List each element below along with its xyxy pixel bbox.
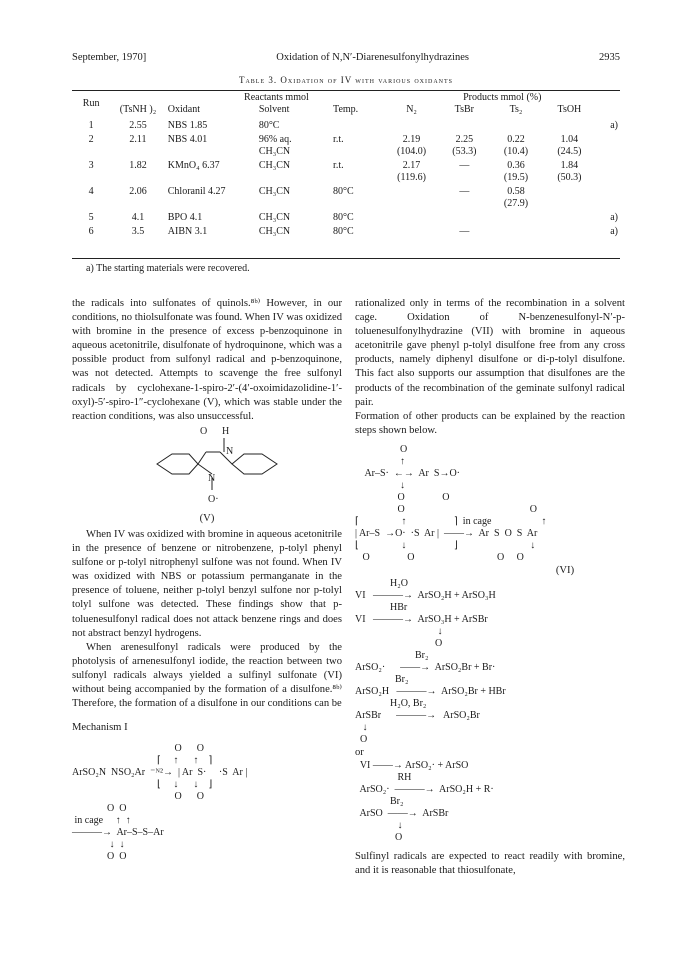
cell-tsbr: — [459, 160, 470, 171]
cell-solvent: CH₃CN [258, 212, 291, 223]
cell-oxidant: BPO 4.1 [167, 212, 203, 223]
cell-n2 [385, 184, 439, 210]
cell-tsnh: 3.5 [131, 226, 145, 237]
left-paragraph-1: the radicals into sulfonates of quinols.⁸ᵇ⁾ However, in our conditions, no thiolsulfonate was found. When IV was oxidized with bromine in the presence of excess p-benzoquinone in aqueous acetonitrile, disulfonate of hydroquinone, which was a possible product from sulfonyl radical and p-benzoquinone, was not detected. Attempts to scavenge the free sulfonyl radicals by cyclohexane-1-spiro-2′-(4′-oxoimidazolidine-1′-oxyl)-5′-spiro-1″-cyclohexane (V), which was stable under the reaction conditions, was also unsuccessful. [72, 298, 342, 422]
cell-tsbr: — [459, 226, 470, 237]
cell-oxidant: Chloranil 4.27 [167, 186, 226, 197]
cell-note: a) [610, 226, 618, 237]
cell-oxidant: AIBN 3.1 [167, 226, 208, 237]
cell-tsbr [439, 210, 491, 224]
table-bottom-rule [72, 258, 620, 259]
svg-text:H: H [222, 425, 230, 437]
cell-solvent: CH₃CN [258, 160, 291, 171]
table-row [72, 224, 620, 238]
table-top-rule [72, 90, 620, 91]
col-tsnh: (TsNH )₂ [119, 104, 157, 115]
cell-n2 [385, 210, 439, 224]
left-column [72, 297, 342, 863]
mechanism-i-scheme: O O ⌈ ↑ ↑ ⌉ ArSO₂N NSO₂Ar ⁻ᴺ²→ | Ar S· ·S Ar | ⌊ ↓ ↓ ⌋ O O O O in cage ↑ ↑ ———→ Ar–S–S–Ar ↓ ↓ O O [72, 743, 248, 863]
cell-ts2 [490, 224, 542, 238]
cell-run: 6 [88, 226, 94, 237]
cell-solvent: 80°C [258, 120, 280, 131]
table-caption: Table 3. Oxidation of IV with various oxidants [238, 75, 454, 85]
or-label: or [355, 747, 364, 759]
cell-note [597, 158, 620, 184]
cell-tsoh [542, 184, 597, 210]
col-tsbr: TsBr [454, 104, 474, 115]
cell-run: 2 [88, 134, 94, 145]
table-row [72, 116, 620, 132]
spiro-nitroxide-structure [72, 424, 342, 512]
cell-oxidant: NBS 4.01 [167, 134, 208, 145]
cell-temp: r.t. [333, 134, 344, 145]
col-solvent: Solvent [258, 104, 290, 115]
mechanism-title: Mechanism I [72, 722, 128, 734]
cell-tsnh: 1.82 [129, 160, 147, 171]
page-number: 2935 [599, 52, 620, 63]
header-title: Oxidation of N,N′-Diarenesulfonylhydrazines [276, 52, 469, 63]
cell-tsnh: 2.55 [129, 120, 147, 131]
svg-text:N: N [226, 445, 234, 457]
cell-n2: 2.19 (104.0) [396, 134, 427, 157]
table-row [72, 184, 620, 210]
structure-v [72, 424, 342, 512]
cell-solvent: CH₃CN [258, 186, 291, 197]
cell-tsbr: — [459, 186, 470, 197]
left-paragraph-2: When IV was oxidized with bromine in aqueous acetonitrile in the presence of benzene or nitrobenzene, p-tolyl phenyl sulfone or p-tolyl nitrophenyl sulfone was not found. When IV was oxidized with NBS or potassium permanganate in the presence of toluene, neither p-tolyl benzyl sulfone nor p-tolyl tolyl sulfone was detected. These findings show that p-toluenesulfonyl radical does not attack benzene rings and does not abstract benzyl hydrogens. [72, 528, 342, 639]
col-run: Run [82, 98, 100, 109]
cell-n2 [385, 116, 439, 132]
cell-temp: r.t. [333, 160, 344, 171]
cell-run: 4 [88, 186, 94, 197]
cell-ts2 [490, 210, 542, 224]
cell-oxidant: KMnO₄ 6.37 [167, 160, 220, 171]
cell-note [597, 184, 620, 210]
svg-text:N: N [208, 472, 216, 484]
col-ts2: Ts₂ [509, 104, 523, 115]
cell-ts2: 0.22 (10.4) [503, 134, 529, 157]
svg-text:O: O [200, 425, 208, 437]
cell-oxidant: NBS 1.85 [167, 120, 208, 131]
cell-note: a) [610, 212, 618, 223]
col-temp: Temp. [333, 104, 359, 115]
cell-tsoh [542, 224, 597, 238]
cell-n2 [385, 224, 439, 238]
reaction-scheme: O ↑ Ar–S· ←→ Ar S→O· ↓ O O O O ⌈ ↑ ⌉ in cage ↑ | Ar–S →O· ·S Ar | ——→ Ar S O S Ar ⌊ ↓ ⌋ ↓ O O O O [355, 443, 547, 563]
left-paragraph-3: When arenesulfonyl radicals were produced by the photolysis of arnenesulfonyl iodide, the reaction between two sulfonyl radicals always yielded a sulfinyl sulfonate (VI) without being accompanied by the formation of a disulfone.⁸ᵇ⁾ Therefore, the formation of a disulfone in our conditions can be [72, 641, 342, 710]
cell-solvent: 96% aq. CH₃CN [258, 134, 292, 157]
cell-solvent: CH₃CN [258, 226, 291, 237]
col-tsoh: TsOH [557, 104, 582, 115]
cell-tsnh: 2.06 [129, 186, 147, 197]
group-products: Products mmol (%) [463, 92, 542, 103]
cell-temp: 80°C [333, 226, 354, 237]
cell-note: a) [610, 120, 618, 131]
cell-run: 5 [88, 212, 94, 223]
table-row [72, 158, 620, 184]
cell-ts2 [490, 116, 542, 132]
table-footnote: a) The starting materials were recovered. [86, 263, 250, 274]
header-date: September, 1970] [72, 52, 147, 63]
alt-reaction-steps: VI ——→ ArSO₂· + ArSO RH ArSO₂· ———→ ArSO₂H + R· Br₂ ArSO ——→ ArSBr ↓ O [359, 760, 494, 844]
table-row [72, 210, 620, 224]
cell-run: 3 [88, 160, 94, 171]
right-paragraph-3: Sulfinyl radicals are expected to react readily with bromine, and it is reasonable that thiosulfonate, [355, 851, 625, 877]
cell-n2: 2.17 (119.6) [397, 160, 426, 183]
cell-ts2: 0.36 (19.5) [503, 160, 529, 183]
table-col-header [72, 104, 620, 116]
cell-tsbr: 2.25 (53.3) [452, 134, 477, 157]
cell-tsnh: 2.11 [129, 134, 147, 145]
running-header [72, 52, 620, 63]
cell-note [597, 132, 620, 158]
svg-text:O·: O· [208, 493, 219, 505]
right-paragraph-2: Formation of other products can be explained by the reaction steps shown below. [355, 410, 625, 436]
right-column [355, 297, 625, 878]
cell-tsbr [439, 116, 491, 132]
cell-temp: 80°C [333, 186, 354, 197]
cell-tsnh: 4.1 [131, 212, 145, 223]
cell-temp: 80°C [333, 212, 354, 223]
reaction-steps: H₂O VI ———→ ArSO₂H + ArSO₃H HBr VI ———→ ArSO₃H + ArSBr ↓ O Br₂ ArSO₂· ——→ ArSO₂Br + Br· Br₂ ArSO₂H ———→ ArSO₂Br + HBr H₂O, Br₂ ArSBr ———→ ArSO₂Br ↓ O [355, 578, 506, 746]
col-oxidant: Oxidant [167, 104, 200, 115]
cell-run: 1 [88, 120, 94, 131]
cell-tsoh [542, 116, 597, 132]
right-paragraph-1: rationalized only in terms of the recombination in a solvent cage. Oxidation of N-benzenesulfonyl-N′-p-toluenesulfonylhydrazine (VII) with bromine in aqueous acetonitrile gave phenyl p-tolyl disulfone free from any cross products, namely diphenyl disulfone or di-p-tolyl disulfone. This fact also supports our assumption that disulfones are the products of the recombination of the geminate sulfonyl radical pair. [355, 298, 625, 408]
label-vi: (VI) [555, 564, 575, 576]
cell-tsoh: 1.04 (24.5) [557, 134, 582, 157]
structure-label-v: (V) [199, 512, 215, 524]
cell-ts2: 0.58 (27.9) [503, 186, 529, 209]
table-group-header [72, 92, 620, 104]
results-table [72, 92, 620, 238]
col-n2: N₂ [406, 104, 417, 115]
table-row [72, 132, 620, 158]
cell-temp [331, 116, 385, 132]
cell-tsoh: 1.84 (50.3) [557, 160, 582, 183]
group-reactants: Reactants mmol [244, 92, 309, 103]
cell-tsoh [542, 210, 597, 224]
